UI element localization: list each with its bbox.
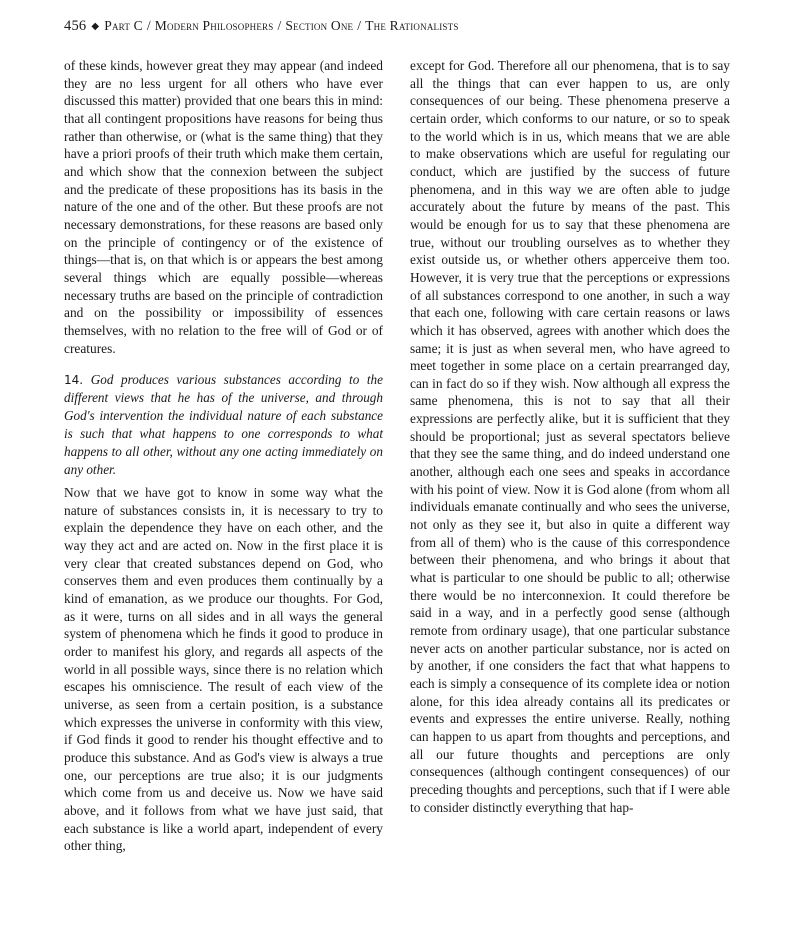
section-heading xyxy=(64,371,383,479)
section-number: 14. xyxy=(64,373,84,388)
header-separator: / xyxy=(277,18,282,33)
header-part: Part C xyxy=(104,18,143,33)
header-chapter: The Rationalists xyxy=(365,18,459,33)
body-paragraph: except for God. Therefore all our phenomena, that is to say all the things that can ever happen to us, are only consequences of our being. These phenomena preserve a certain order, which conforms to our nature, or so to speak to the world which is in us, which means that we are able to make observations which are useful for regulating our conduct, which are justified by the success of future phenomena, and in this way we are often able to judge accurately about the future by means of the past. This would be enough for us to say that these phenomena are true, without our troubling ourselves as to whether they exist outside us, or whether others apperceive them too. However, it is very true that the perceptions or expressions of all substances correspond to one another, in such a way that each one, following with care certain reasons or laws which it has observed, agrees with another which does the same; it is just as when several men, who have agreed to meet together in some place on a certain prearranged day, can in fact do so if they wish. Now although all express the same phenomena, this is not to say that all their expressions are perfectly alike, but it is sufficient that they should be proportional; just as several spectators believe that they see the same thing, and do indeed understand one another, although each one sees and speaks in accordance with his point of view. Now it is God alone (from whom all individuals emanate continually and who sees the universe, not only as they see it, but also in quite a different way from all of them) who is the cause of this correspondence between their phenomena, and who brings it about that what is particular to one should be public to all; otherwise there would be no interconnexion. It could therefore be said in a way, and in a perfectly good sense (although remote from ordinary usage), that one particular substance never acts on another particular substance, nor is acted on by another, if one considers the fact that what happens to each is simply a consequence of its complete idea or notion alone, for this idea already contains all its predicates or events and expresses the entire universe. Really, nothing can happen to us apart from thoughts and perceptions, and all our future thoughts and perceptions are only consequences (although contingent consequences) of our preceding thoughts and perceptions, such that if I were able to consider distinctly everything that hap- xyxy=(410,58,730,815)
diamond-icon: ◆ xyxy=(91,21,100,32)
header-separator: / xyxy=(357,18,362,33)
page-number: 456 xyxy=(64,18,87,34)
header-section: Section One xyxy=(285,18,354,33)
right-column xyxy=(410,57,730,816)
body-paragraph: Now that we have got to know in some way what the nature of substances consists in, it is necessary to try to explain the dependence they have on each other, and the way they act and are acted on. Now in the first place it is very clear that created substances depend on God, who conserves them and even produces them continually by a kind of emanation, as we produce our thoughts. For God, as it were, turns on all sides and in all ways the general system of phenomena which he finds it good to produce in order to manifest his glory, and regards all aspects of the world in all possible ways, since there is no relation which escapes his omniscience. The result of each view of the universe, as seen from a certain position, is a substance which expresses the universe in conformity with this view, if God finds it good to render his thought effective and to produce this substance. And as God's view is always a true one, our perceptions are true also; it is our judgments which come from us and deceive us. Now we have said above, and it follows from what we have just said, that each substance is like a world apart, independent of every other thing, xyxy=(64,485,383,854)
body-paragraph: of these kinds, however great they may appear (and indeed they are no less urgent for all others who have ever discussed this matter) provided that one bears this in mind: that all contingent propositions have reasons for being thus rather than otherwise, or (what is the same thing) that they have a priori proofs of their truth which make them certain, and which show that the connexion between the subject and the predicate of these propositions has its basis in the nature of the one and of the other. But these proofs are not necessary demonstrations, for these reasons are based only on the principle of contingency or of the existence of things—that is, on that which is or appears the best among several things which are equally possible—whereas necessary truths are based on the principle of contradiction and on the possibility or impossibility of essences themselves, with no relation to the free will of God or of creatures. xyxy=(64,58,383,356)
left-column xyxy=(64,57,383,855)
header-book: Modern Philosophers xyxy=(154,18,274,33)
header-separator: / xyxy=(146,18,151,33)
section-heading-text: God produces various substances according to the different views that he has of the universe, and through God's intervention the individual nature of each substance is such that what happens to one corresponds to what happens to all other, without any one acting immediately on any other. xyxy=(64,372,384,478)
running-header xyxy=(64,18,459,35)
